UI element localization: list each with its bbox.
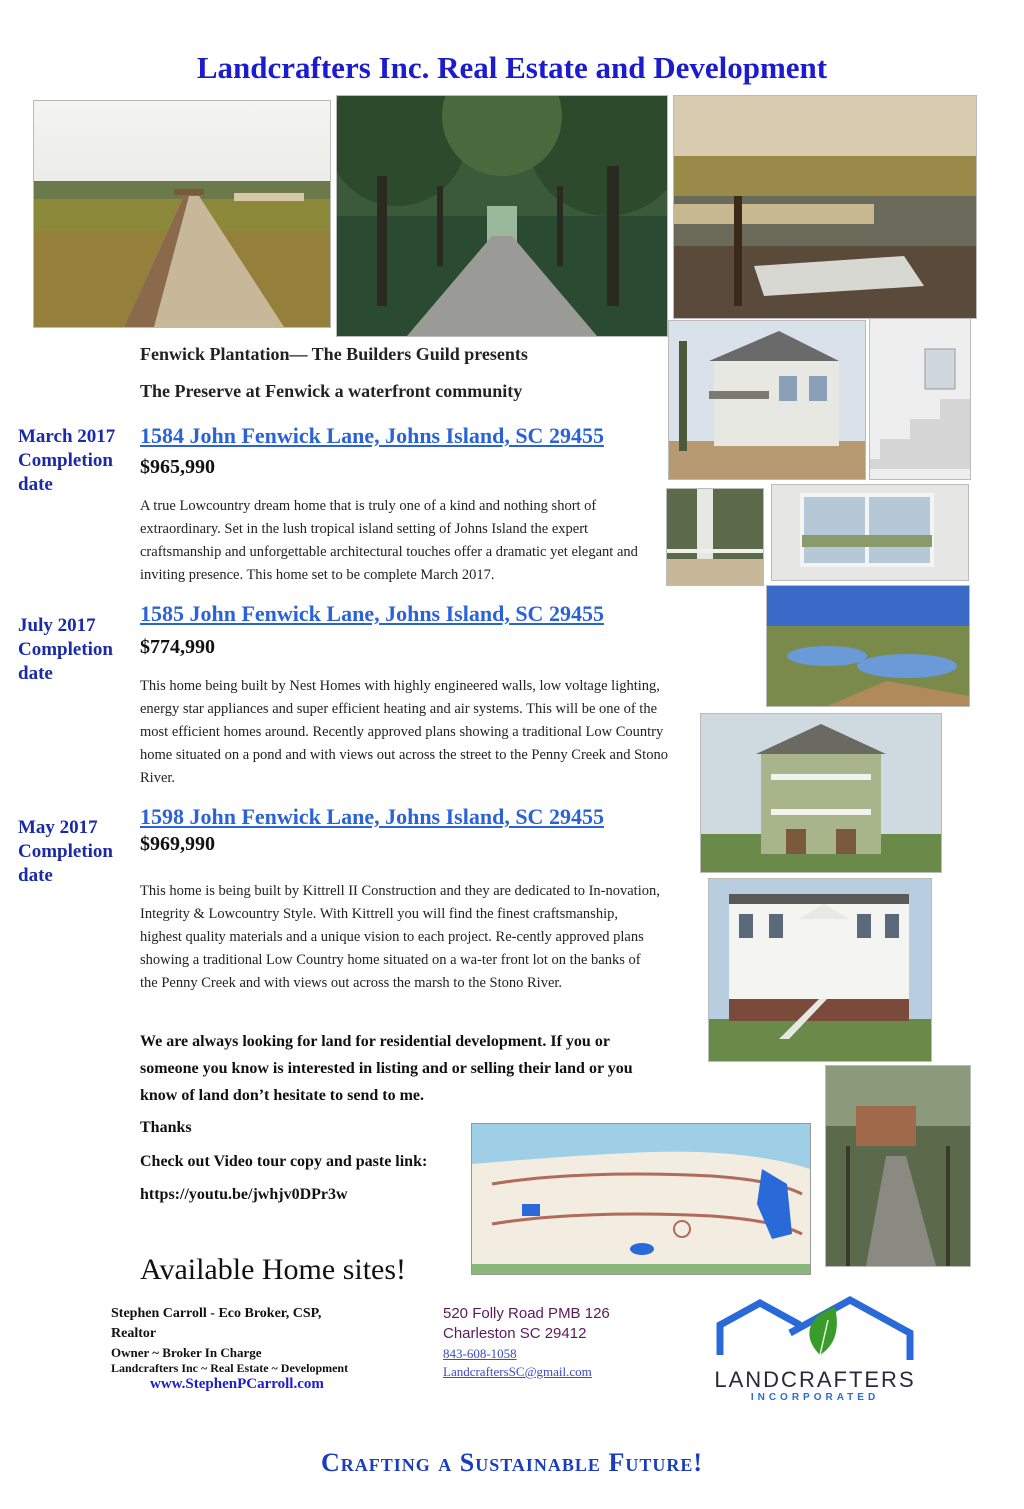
intro-line-2: The Preserve at Fenwick a waterfront community bbox=[140, 381, 523, 401]
house-rendering-2-photo bbox=[708, 878, 932, 1062]
video-tour-label: Check out Video tour copy and paste link: bbox=[140, 1153, 428, 1170]
logo-subtext: INCORPORATED bbox=[750, 1392, 880, 1403]
available-home-sites-heading: Available Home sites! bbox=[140, 1253, 407, 1286]
marsh-boat-photo bbox=[673, 95, 977, 319]
intro-line-1: Fenwick Plantation— The Builders Guild presents bbox=[140, 344, 528, 364]
address-line-1: 520 Folly Road PMB 126 bbox=[443, 1305, 610, 1322]
agent-name: Stephen Carroll - Eco Broker, CSP, bbox=[111, 1306, 322, 1321]
listing-3-address-link[interactable]: 1598 John Fenwick Lane, Johns Island, SC 29455 bbox=[140, 804, 604, 829]
logo-house-icon bbox=[700, 1295, 930, 1370]
email-link[interactable]: LandcraftersSC@gmail.com bbox=[443, 1364, 592, 1379]
house-rendering-1-photo bbox=[700, 713, 942, 873]
agent-role: Owner ~ Broker In Charge bbox=[111, 1345, 262, 1360]
marsh-view-photo bbox=[766, 585, 970, 707]
site-map-image bbox=[471, 1123, 811, 1275]
video-tour-link[interactable]: https://youtu.be/jwhjv0DPr3w bbox=[140, 1186, 348, 1203]
house-exterior-photo bbox=[668, 320, 866, 480]
listing-1-address-link[interactable]: 1584 John Fenwick Lane, Johns Island, SC 29455 bbox=[140, 423, 604, 448]
oak-avenue-photo bbox=[336, 95, 668, 337]
landcrafters-logo bbox=[700, 1295, 930, 1410]
address-line-2: Charleston SC 29412 bbox=[443, 1325, 587, 1342]
land-wanted-note: We are always looking for land for residential development. If you or someone you know is interested in listing and or selling their land or you know of land don’t hesitate to send to me. bbox=[140, 1033, 633, 1104]
listing-3-date: May 2017 Completion date bbox=[18, 817, 113, 886]
boardwalk-photo bbox=[33, 100, 331, 328]
interior-stairs-photo bbox=[869, 318, 971, 480]
porch-photo bbox=[666, 488, 764, 586]
agent-website-link[interactable]: www.StephenPCarroll.com bbox=[150, 1376, 324, 1392]
listing-1-date: March 2017 Completion date bbox=[18, 426, 116, 495]
phone-link[interactable]: 843-608-1058 bbox=[443, 1346, 517, 1361]
interior-window-photo bbox=[771, 484, 969, 581]
page-title: Landcrafters Inc. Real Estate and Development bbox=[196, 50, 828, 85]
listing-1-description: A true Lowcountry dream home that is truly one of a kind and nothing short of extraordinary. Set in the lush tropical island setting of Johns Island the expert craftsmanship and unforgettable architectural touches offer a dramatic yet elegant and inviting presence. This home set to be complete March 2017. bbox=[140, 498, 638, 583]
dock-house-photo bbox=[825, 1065, 971, 1267]
logo-wordmark: LANDCRAFTERS bbox=[714, 1367, 916, 1392]
agent-company: Landcrafters Inc ~ Real Estate ~ Development bbox=[111, 1361, 349, 1375]
listing-2-description: This home being built by Nest Homes with highly engineered walls, low voltage lighting, energy star appliances and super efficient heating and air systems. This will be one of the most efficient homes around. Recently approved plans showing a traditional Low Country home situated on a pond and with views out across the street to the Penny Creek and Stono River. bbox=[140, 678, 668, 786]
listing-2-address-link[interactable]: 1585 John Fenwick Lane, Johns Island, SC 29455 bbox=[140, 601, 604, 626]
listing-1-price: $965,990 bbox=[140, 456, 215, 478]
listing-2-date: July 2017 Completion date bbox=[18, 615, 113, 684]
thanks-text: Thanks bbox=[140, 1119, 192, 1136]
footer-tagline: Crafting a Sustainable Future! bbox=[321, 1448, 703, 1477]
listing-2-price: $774,990 bbox=[140, 636, 215, 658]
listing-3-price: $969,990 bbox=[140, 833, 215, 855]
agent-title: Realtor bbox=[111, 1326, 157, 1341]
listing-3-description: This home is being built by Kittrell II Construction and they are dedicated to In-novation, Integrity & Lowcountry Style. With Kittrell you will find the finest craftsmanship, highest quality materials and a unique vision to each project. Re-cently approved plans showing a traditional Low Country home situated on a wa-ter front lot on the banks of the Penny Creek and with views out across the marsh to the Stono River. bbox=[140, 883, 660, 991]
